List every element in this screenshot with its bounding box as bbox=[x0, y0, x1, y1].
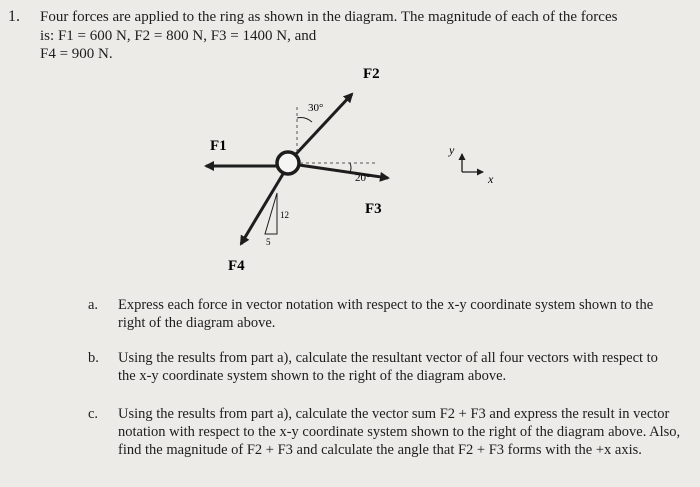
part-a-text: Express each force in vector notation with respect to the x-y coordinate system shown to the right of the diagram above. bbox=[118, 297, 654, 331]
label-f3: F3 bbox=[365, 201, 382, 217]
part-b bbox=[88, 349, 678, 385]
part-c bbox=[88, 405, 688, 459]
label-f1: F1 bbox=[210, 138, 227, 154]
force-f3-value: F3 = 1400 N bbox=[210, 28, 288, 44]
part-b-label: b. bbox=[88, 350, 99, 366]
force-f3-arrow bbox=[299, 165, 388, 178]
force-f1-value: F1 = 600 N bbox=[57, 28, 127, 44]
axis-y-label: y bbox=[449, 143, 455, 157]
problem-intro-line1: Four forces are applied to the ring as shown in the diagram. The magnitude of each of the forces bbox=[40, 9, 618, 25]
label-f2: F2 bbox=[363, 66, 380, 82]
angle-arc-f3 bbox=[350, 163, 351, 172]
problem-intro-line2: is: F1 = 600 N, F2 = 800 N, F3 = 1400 N, and bbox=[40, 28, 317, 44]
angle-arc-f2 bbox=[297, 118, 312, 123]
label-f4: F4 bbox=[228, 258, 245, 274]
slope-label-vertical: 12 bbox=[280, 210, 289, 220]
angle-label-f2: 30° bbox=[308, 102, 324, 114]
problem-number: 1. bbox=[8, 8, 20, 25]
part-b-text: Using the results from part a), calculate the resultant vector of all four vectors with respect to the x-y coordinate system shown to the right of the diagram above. bbox=[118, 350, 658, 384]
ring bbox=[277, 152, 299, 174]
intro-prefix: is: bbox=[40, 28, 58, 44]
force-f4-value: F4 = 900 N bbox=[40, 46, 109, 62]
angle-label-f3: 20° bbox=[355, 172, 371, 184]
force-f2-arrow bbox=[296, 94, 352, 154]
part-a bbox=[88, 296, 678, 332]
part-a-label: a. bbox=[88, 297, 99, 313]
slope-label-horizontal: 5 bbox=[266, 237, 271, 247]
problem-intro-line3: F4 = 900 N. bbox=[40, 46, 113, 62]
force-f2-value: F2 = 800 N bbox=[134, 28, 204, 44]
part-c-text: Using the results from part a), calculate the vector sum F2 + F3 and express the result in vector notation with respect to the x-y coordinate system shown to the right of the diagram above. Also, find the magnitude of F2 + F3 and calculate the angle that F2 + F3 forms with the +x axis. bbox=[118, 406, 681, 458]
axis-x-label: x bbox=[488, 172, 494, 186]
part-c-label: c. bbox=[88, 406, 99, 422]
